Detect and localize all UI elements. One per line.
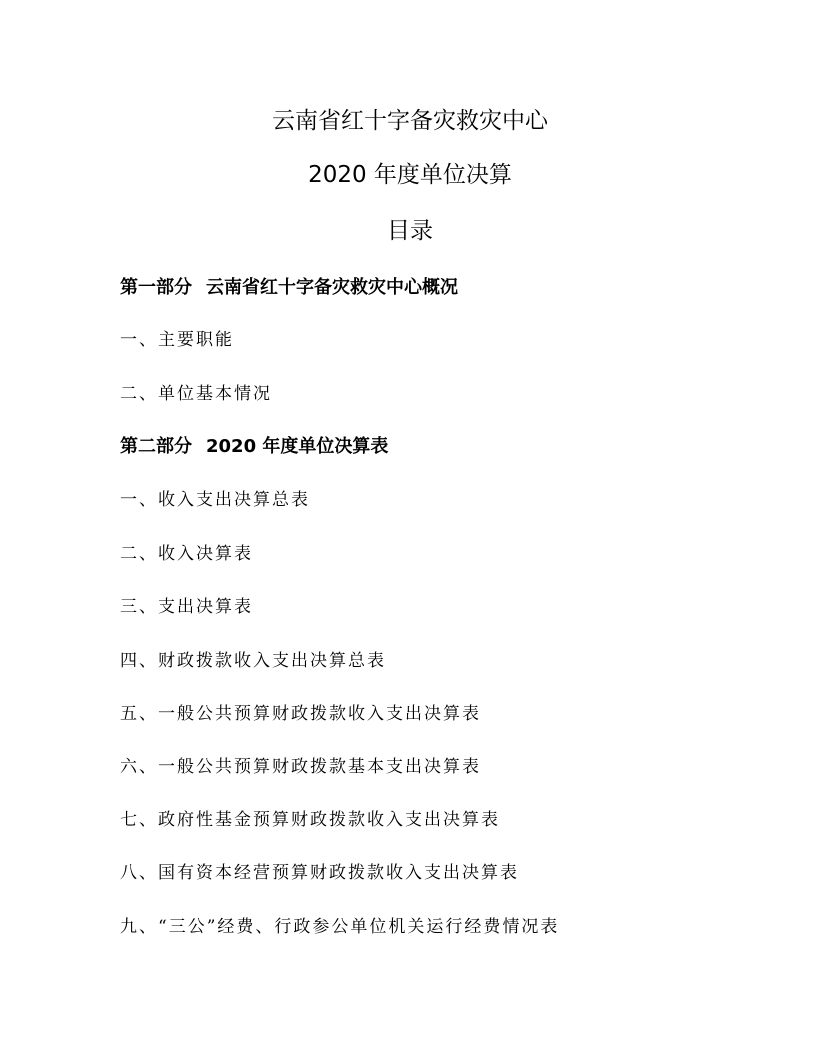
- toc-item: 九、“三公”经费、行政参公单位机关运行经费情况表: [120, 917, 560, 937]
- toc-title: 目录: [387, 218, 433, 244]
- toc-item: 六、一般公共预算财政拨款基本支出决算表: [120, 757, 481, 777]
- toc-item: 一、主要职能: [120, 330, 234, 350]
- part-two-label: 第二部分: [120, 436, 192, 457]
- toc-item: 二、单位基本情况: [120, 384, 272, 404]
- toc-item: 四、财政拨款收入支出决算总表: [120, 651, 386, 671]
- part-one-title: 云南省红十字备灾救灾中心概况: [206, 277, 458, 298]
- toc-item: 七、政府性基金预算财政拨款收入支出决算表: [120, 810, 500, 830]
- toc-item: 二、收入决算表: [120, 544, 253, 564]
- part-two-heading: [120, 434, 388, 460]
- toc-item: 三、支出决算表: [120, 597, 253, 617]
- org-title: 云南省红十字备灾救灾中心: [272, 108, 548, 134]
- toc-item: 一、收入支出决算总表: [120, 490, 310, 510]
- toc-item: 八、国有资本经营预算财政拨款收入支出决算表: [120, 863, 519, 883]
- part-one-label: 第一部分: [120, 277, 192, 298]
- toc-item: 五、一般公共预算财政拨款收入支出决算表: [120, 704, 481, 724]
- part-two-title: 2020 年度单位决算表: [206, 436, 389, 457]
- part-one-heading: [120, 275, 458, 301]
- report-title: 2020 年度单位决算: [308, 162, 512, 188]
